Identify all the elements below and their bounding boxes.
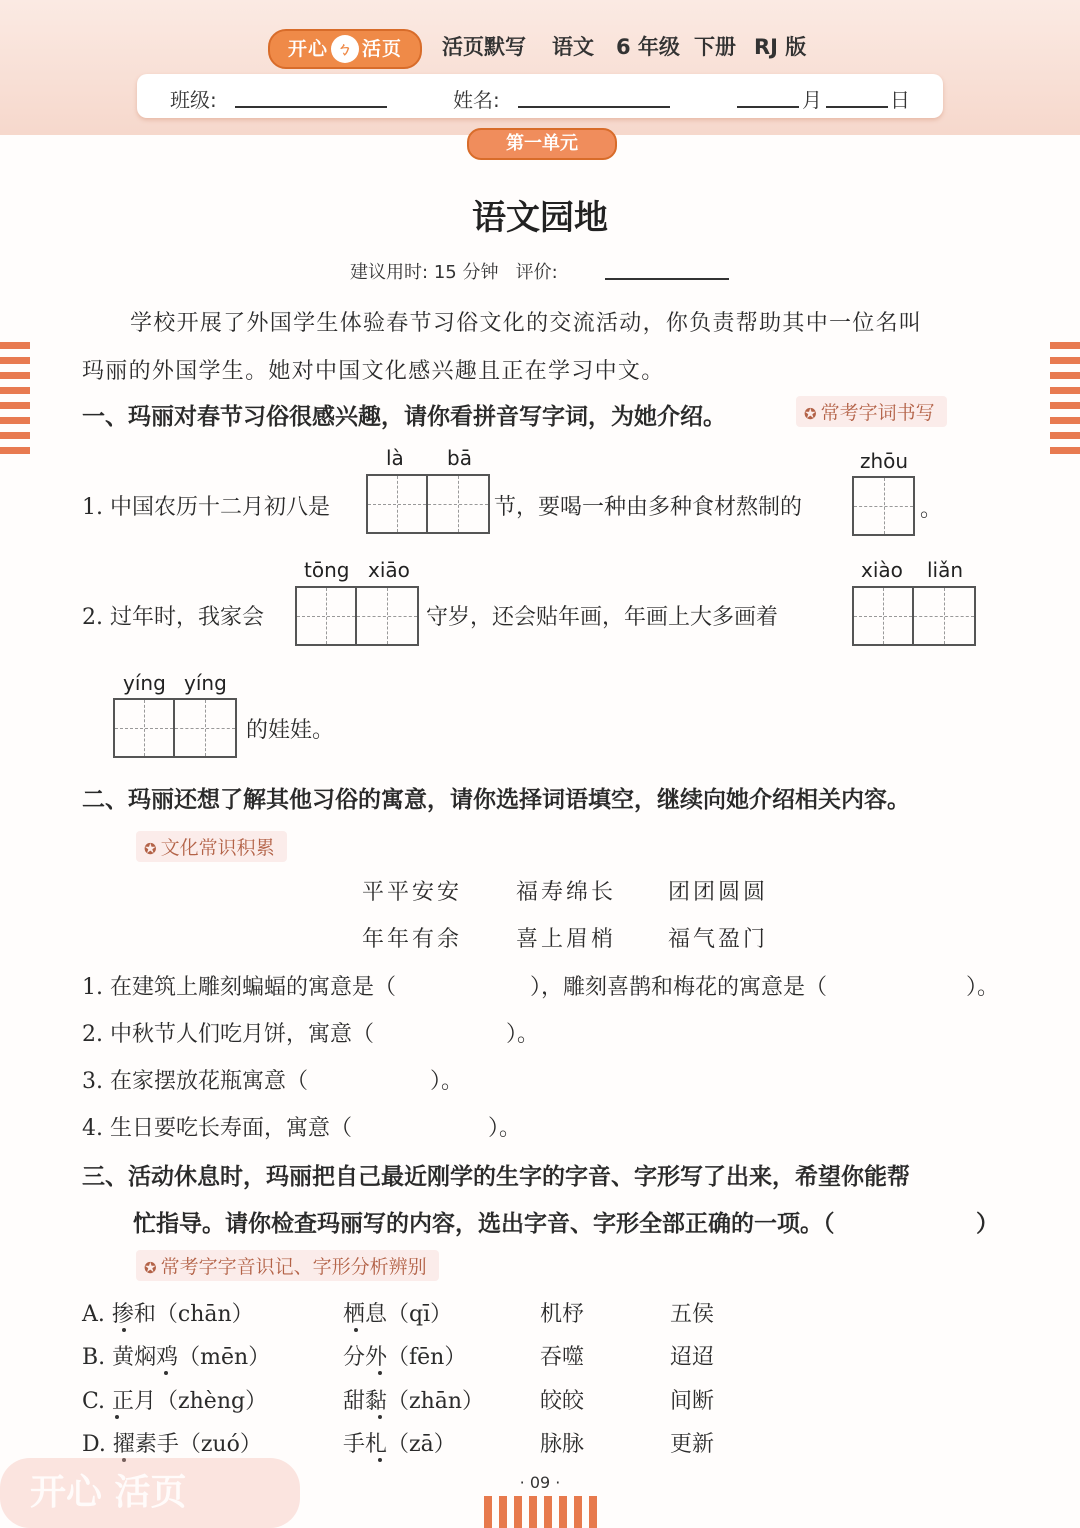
writing-grid-tongxiao[interactable] [295, 586, 419, 646]
emphasis-dot [122, 1328, 126, 1332]
choice-d-col-1: D. 擢素手（zuó） [82, 1432, 262, 1457]
section-1-heading: 一、玛丽对春节习俗很感兴趣，请你看拼音写字词，为她介绍。 [82, 404, 726, 430]
name-field[interactable] [518, 106, 670, 108]
choice-c-col-4: 间断 [670, 1389, 715, 1414]
word-option: 福寿绵长 [516, 880, 617, 905]
subject-label: 语文 [552, 35, 594, 59]
choice-a-col-4: 五侯 [670, 1302, 715, 1327]
section-2-tag: ✪ 文化常识积累 [136, 831, 287, 862]
volume-label: 下册 [694, 35, 736, 59]
choice-a-col-1: A. 掺和（chān） [82, 1302, 254, 1327]
pinyin: xiào [861, 558, 903, 582]
word-option: 年年有余 [362, 927, 463, 952]
s2-q2-part-b: ）。 [506, 1022, 540, 1047]
emphasis-dot [378, 1415, 382, 1419]
month-field[interactable] [737, 106, 799, 108]
s2-q3-part-a: 3. 在家摆放花瓶寓意（ [82, 1069, 308, 1094]
star-icon: ✪ [144, 840, 157, 858]
writing-grid-zhou[interactable] [852, 476, 915, 536]
s1-q1-mid: 节，要喝一种由多种食材熬制的 [494, 495, 803, 520]
footer-bars [484, 1496, 597, 1528]
edition-label: RJ 版 [754, 35, 807, 59]
pinyin: zhōu [860, 449, 909, 473]
month-label: 月 [802, 88, 822, 112]
section-1-tag: ✪ 常考字词书写 [796, 396, 947, 427]
pinyin: bā [447, 446, 472, 470]
s1-q2-prefix: 2. 过年时，我家会 [82, 605, 264, 630]
choice-a-col-3: 机杼 [540, 1302, 585, 1327]
word-option: 福气盈门 [668, 927, 769, 952]
s2-q2-part-a: 2. 中秋节人们吃月饼，寓意（ [82, 1022, 374, 1047]
evaluation-field[interactable] [605, 278, 729, 280]
emphasis-dot [378, 1458, 382, 1462]
watermark-logo: 开心 活页 [0, 1458, 300, 1528]
page-number: · 09 · [519, 1473, 561, 1492]
choice-b-col-3: 吞噬 [540, 1345, 585, 1370]
word-option: 团团圆圆 [668, 880, 769, 905]
choice-d-col-3: 脉脉 [540, 1432, 585, 1457]
brand-logo: 开心 ㄅ 活页 [268, 29, 422, 69]
section-3-heading-1: 三、活动休息时，玛丽把自己最近刚学的生字的字音、字形写了出来，希望你能帮 [82, 1164, 910, 1190]
page-title: 语文园地 [472, 198, 608, 238]
writing-grid-yingying[interactable] [113, 698, 237, 758]
student-info-bar [137, 74, 943, 118]
s2-q4-part-a: 4. 生日要吃长寿面，寓意（ [82, 1116, 352, 1141]
word-option: 平平安安 [362, 880, 463, 905]
intro-line-2: 玛丽的外国学生。她对中国文化感兴趣且正在学习中文。 [82, 359, 665, 384]
s2-q3-part-b: ）。 [430, 1069, 464, 1094]
pinyin: yíng [123, 671, 166, 695]
section-3-tag: ✪ 常考字字音识记、字形分析辨别 [136, 1250, 439, 1281]
series-label: 活页默写 [442, 35, 526, 59]
emphasis-dot [378, 1371, 382, 1375]
pinyin: xiāo [368, 558, 410, 582]
class-label: 班级: [170, 88, 217, 112]
word-option: 喜上眉梢 [516, 927, 617, 952]
choice-d-col-2: 手札（zā） [343, 1432, 456, 1457]
class-field[interactable] [235, 106, 387, 108]
s2-q1-part-b: ），雕刻喜鹊和梅花的寓意是（ [530, 975, 828, 1000]
name-label: 姓名: [453, 88, 500, 112]
s2-q1-part-c: ）。 [966, 975, 1000, 1000]
s2-q4-part-b: ）。 [488, 1116, 522, 1141]
time-suggestion: 建议用时: 15 分钟 评价: [350, 262, 558, 283]
section-3-answer-close: ） [976, 1211, 999, 1237]
unit-tab: 第一单元 [467, 128, 617, 160]
choice-b-col-4: 迢迢 [670, 1345, 715, 1370]
pinyin: tōng [304, 558, 350, 582]
s1-q1-prefix: 1. 中国农历十二月初八是 [82, 495, 330, 520]
writing-grid-laba[interactable] [366, 474, 490, 534]
s1-q2-mid: 守岁，还会贴年画，年画上大多画着 [426, 605, 779, 630]
grade-label: 6 年级 [616, 35, 680, 59]
day-field[interactable] [826, 106, 888, 108]
star-icon: ✪ [144, 1259, 157, 1277]
pinyin: yíng [184, 671, 227, 695]
intro-line-1: 学校开展了外国学生体验春节习俗文化的交流活动，你负责帮助其中一位名叫 [130, 311, 923, 336]
s1-q1-suffix: 。 [920, 497, 943, 522]
day-label: 日 [890, 88, 910, 112]
choice-c-col-1: C. 正月（zhèng） [82, 1389, 268, 1414]
s1-q2-suffix: 的娃娃。 [246, 718, 335, 743]
emphasis-dot [115, 1415, 119, 1419]
choice-c-col-3: 皎皎 [540, 1389, 585, 1414]
choice-a-col-2: 栖息（qī） [343, 1302, 453, 1327]
section-3-heading-2: 忙指导。请你检查玛丽写的内容，选出字音、字形全部正确的一项。（ [133, 1211, 835, 1237]
right-edge-stripes [1050, 342, 1080, 462]
s2-q1-part-a: 1. 在建筑上雕刻蝙蝠的寓意是（ [82, 975, 396, 1000]
pinyin: là [386, 446, 404, 470]
choice-b-col-1: B. 黄焖鸡（mēn） [82, 1345, 271, 1370]
emphasis-dot [354, 1328, 358, 1332]
pinyin: liǎn [927, 558, 964, 582]
choice-b-col-2: 分外（fēn） [343, 1345, 467, 1370]
choice-d-col-4: 更新 [670, 1432, 715, 1457]
writing-grid-xiaolian[interactable] [852, 586, 976, 646]
emphasis-dot [164, 1371, 168, 1375]
section-2-heading: 二、玛丽还想了解其他习俗的寓意，请你选择词语填空，继续向她介绍相关内容。 [82, 787, 910, 813]
star-icon: ✪ [804, 405, 817, 423]
choice-c-col-2: 甜黏（zhān） [343, 1389, 485, 1414]
left-edge-stripes [0, 342, 30, 462]
